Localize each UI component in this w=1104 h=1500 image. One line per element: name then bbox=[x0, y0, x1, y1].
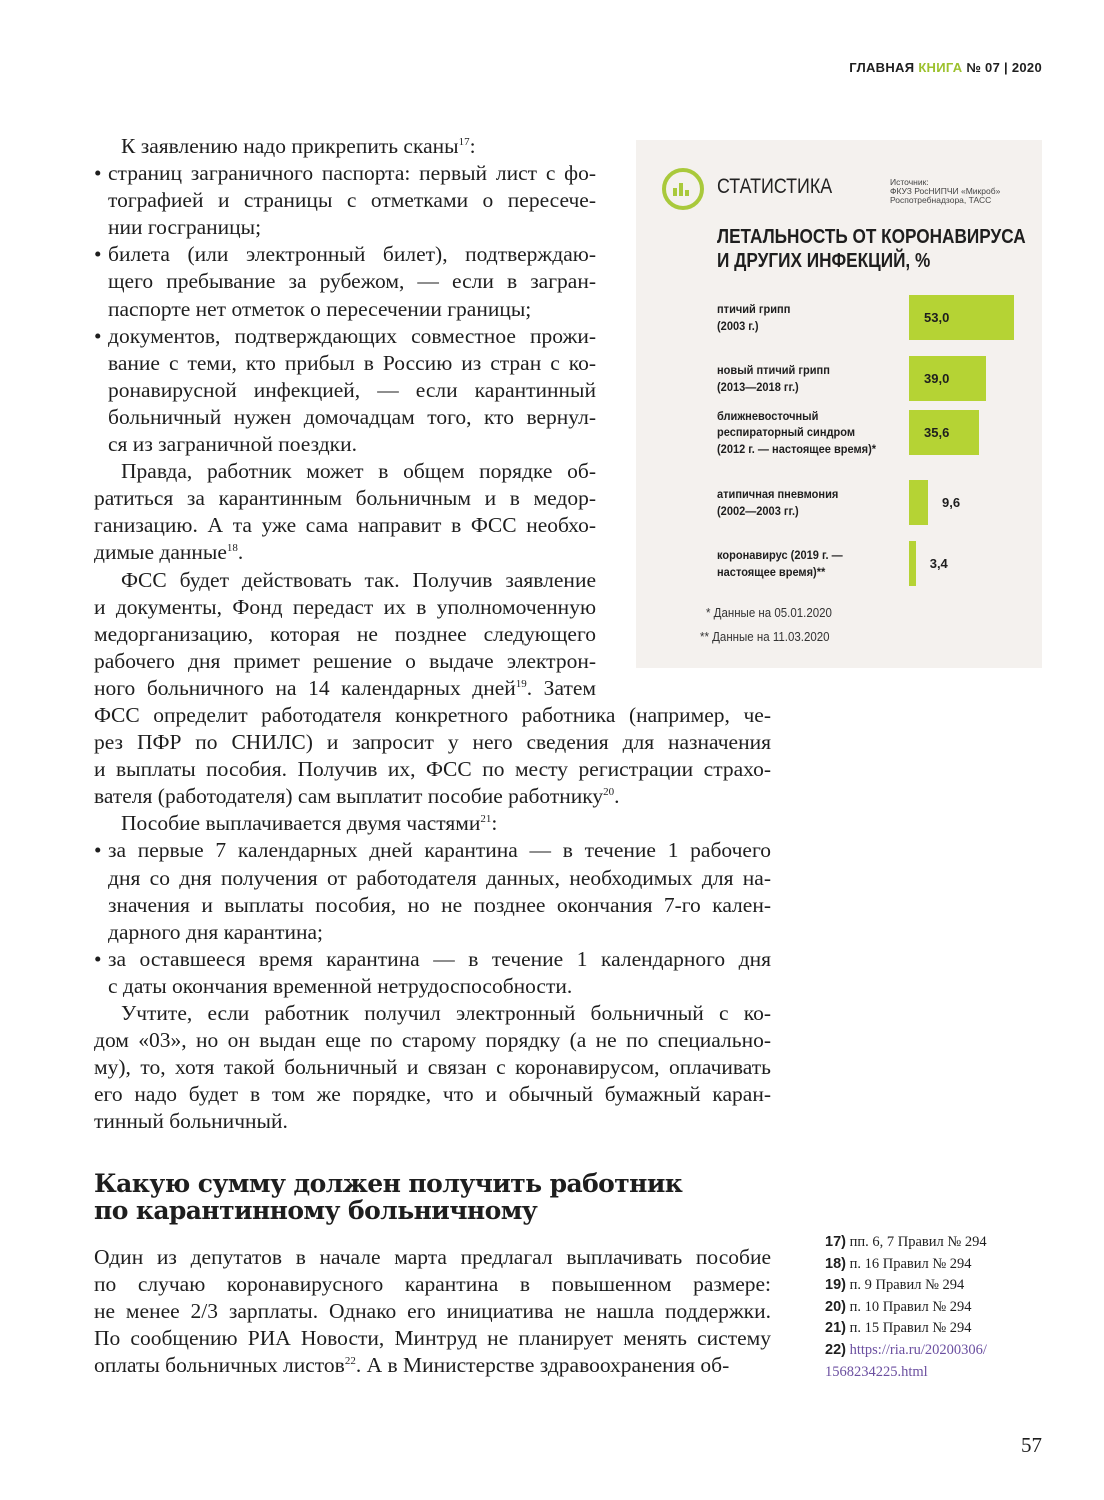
text-line: Один из депутатов в начале марта предлагал выплачивать пособие bbox=[94, 1245, 771, 1269]
text-line: его надо будет в том же порядке, что и обычный бумажный каран- bbox=[94, 1082, 771, 1107]
text-line: больничный нужен домочадцам того, кто вернул- bbox=[108, 404, 596, 429]
text-line: вателя (работодателя) сам выплатит пособие работнику$^{20}$. bbox=[94, 784, 620, 809]
footnote-ref[interactable]: 22 bbox=[344, 1355, 356, 1368]
text-line: значения и выплаты пособия, но не позднее окончания 7-го кален- bbox=[108, 892, 771, 917]
bullet-item: • страниц заграничного паспорта: первый лист с фо- bbox=[108, 160, 596, 187]
bar-value: 39,0 bbox=[924, 371, 950, 386]
running-header bbox=[849, 60, 1042, 75]
footnote-ref[interactable]: 21 bbox=[480, 813, 492, 826]
text-line: ганизацию. А та уже сама направит в ФСС необхо- bbox=[94, 513, 596, 538]
text-line: тографией и страницы с отметками о пересече- bbox=[108, 188, 596, 213]
issue-number: № 07 | 2020 bbox=[966, 60, 1042, 75]
text-line: рез ПФР по СНИЛС) и запросит у него сведения для назначения bbox=[94, 730, 771, 755]
bar-label: ближневосточный респираторный синдром (2012 г. — настоящее время)* bbox=[717, 408, 877, 456]
footnote-ref[interactable]: 20 bbox=[603, 786, 615, 799]
text-line: рабочего дня примет решение о выдаче электрон- bbox=[94, 648, 596, 673]
footnote bbox=[825, 1318, 987, 1340]
footnote-number: 20) bbox=[825, 1298, 846, 1315]
text-line: с даты окончания временной нетрудоспособности. bbox=[108, 973, 573, 998]
text-line: не менее 2/3 зарплаты. Однако его инициатива не нашла поддержки. bbox=[94, 1299, 771, 1324]
statistics-box bbox=[636, 140, 1042, 668]
footnote-number: 22) bbox=[825, 1341, 846, 1358]
footnote-number: 21) bbox=[825, 1320, 846, 1337]
text-line: дом «03», но он выдан еще по старому порядку (а не по специально- bbox=[94, 1028, 771, 1053]
text-line: К заявлению надо прикрепить сканы$^{17}$: bbox=[121, 134, 476, 158]
footnote-text: п. 15 Правил № 294 bbox=[849, 1320, 972, 1337]
footnote-number: 17) bbox=[825, 1234, 846, 1250]
footnote bbox=[825, 1232, 987, 1254]
bar-label: птичий грипп (2003 г.) bbox=[717, 302, 791, 333]
bar-label: коронавирус (2019 г. — настоящее время)** bbox=[717, 548, 843, 579]
footnote bbox=[825, 1275, 987, 1297]
text-line: дня со дня получения от работодателя данных, необходимых для на- bbox=[108, 865, 771, 890]
text-line: Учтите, если работник получил электронный больничный с ко- bbox=[121, 1001, 771, 1025]
text-line: и выплаты пособия. Получив их, ФСС по месту регистрации страхо- bbox=[94, 757, 771, 782]
text-line: ронавирусной инфекцией, — если карантинный bbox=[108, 377, 596, 402]
text-line: ного больничного на 14 календарных дней$^{19}$. Затем bbox=[94, 675, 596, 700]
footnote-text: п. 9 Правил № 294 bbox=[849, 1277, 965, 1294]
brand-main: ГЛАВНАЯ bbox=[849, 60, 915, 75]
footnote-ref[interactable]: 19 bbox=[515, 677, 527, 690]
bar bbox=[909, 480, 928, 525]
bar-label: атипичная пневмония (2002—2003 гг.) bbox=[717, 487, 839, 518]
footnote bbox=[825, 1254, 987, 1276]
text-line: нии госграницы; bbox=[108, 215, 262, 240]
footnote-number: 19) bbox=[825, 1277, 846, 1294]
heading-line: по карантинному больничному bbox=[94, 1196, 538, 1225]
bullet-item: • документов, подтверждающих совместное прожи- bbox=[108, 323, 596, 350]
text-line: по случаю коронавирусного карантина в повышенном размере: bbox=[94, 1272, 771, 1297]
source-link[interactable]: https://ria.ru/20200306/ 1568234225.html bbox=[825, 1341, 987, 1380]
footnote bbox=[825, 1340, 987, 1383]
text-line: медорганизацию, которая не позднее следующего bbox=[94, 621, 596, 646]
text-line: вание с теми, кто прибыл в Россию из стран с ко- bbox=[108, 350, 596, 375]
footnote-ref[interactable]: 17 bbox=[458, 136, 470, 148]
text-line: оплаты больничных листов$^{22}$. А в Министерстве здравоохранения об- bbox=[94, 1353, 730, 1378]
page-number: 57 bbox=[1021, 1433, 1042, 1457]
bullet-icon: • bbox=[94, 161, 102, 186]
heading-line: Какую сумму должен получить работник bbox=[94, 1169, 683, 1198]
bar-value: 9,6 bbox=[942, 495, 961, 510]
text-line: Пособие выплачивается двумя частями$^{21}$: bbox=[121, 811, 498, 836]
text-line: тинный больничный. bbox=[94, 1109, 288, 1134]
section-heading bbox=[94, 1170, 682, 1224]
bar-label: новый птичий грипп (2013—2018 гг.) bbox=[717, 363, 830, 394]
chart-note: ** Данные на 11.03.2020 bbox=[700, 630, 830, 644]
section-body bbox=[94, 1244, 771, 1379]
text-line: му), то, хотя такой больничный и связан с коронавирусом, оплачивать bbox=[94, 1055, 771, 1080]
brand-accent: КНИГА bbox=[918, 60, 963, 75]
text-line: Правда, работник может в общем порядке об- bbox=[121, 459, 596, 484]
bar-value: 3,4 bbox=[929, 556, 948, 571]
text-line: димые данные$^{18}$. bbox=[94, 540, 244, 565]
footnotes bbox=[825, 1232, 987, 1383]
footnote-number: 18) bbox=[825, 1255, 846, 1272]
footnote-text: пп. 6, 7 Правил № 294 bbox=[849, 1234, 987, 1250]
stats-label: СТАТИСТИКА bbox=[717, 175, 833, 198]
chart-title: ЛЕТАЛЬНОСТЬ ОТ КОРОНАВИРУСА И ДРУГИХ ИНФЕКЦИЙ, % bbox=[717, 226, 1026, 272]
text-line: ся из заграничной поездки. bbox=[108, 432, 357, 457]
chart-note: * Данные на 05.01.2020 bbox=[706, 606, 832, 620]
bullet-item: • за оставшееся время карантина — в течение 1 календарного дня bbox=[108, 946, 771, 973]
bullet-icon: • bbox=[94, 242, 102, 267]
bar bbox=[909, 541, 916, 586]
bar-value: 35,6 bbox=[924, 425, 950, 440]
footnote-ref[interactable]: 18 bbox=[226, 542, 238, 555]
bar-value: 53,0 bbox=[924, 310, 950, 325]
text-line: щего пребывание за рубежом, — если в загран- bbox=[108, 269, 596, 294]
text-line: ФСС определит работодателя конкретного работника (например, че- bbox=[94, 702, 771, 727]
text-line: дарного дня карантина; bbox=[108, 919, 323, 944]
bullet-icon: • bbox=[94, 946, 102, 971]
text-line: паспорте нет отметок о пересечении границы; bbox=[108, 296, 532, 321]
footnote bbox=[825, 1297, 987, 1319]
text-line: ФСС будет действовать так. Получив заявление bbox=[121, 567, 596, 592]
text-line: ратиться за карантинным больничным и в медор- bbox=[94, 486, 596, 511]
footnote-text: п. 10 Правил № 294 bbox=[849, 1298, 972, 1315]
bullet-item: • билета (или электронный билет), подтверждаю- bbox=[108, 241, 596, 268]
bullet-item: • за первые 7 календарных дней карантина — в течение 1 рабочего bbox=[108, 837, 771, 864]
bullet-icon: • bbox=[94, 838, 102, 863]
bullet-icon: • bbox=[94, 323, 102, 348]
footnote-text: п. 16 Правил № 294 bbox=[849, 1255, 972, 1272]
text-line: и документы, Фонд передаст их в уполномоченную bbox=[94, 594, 596, 619]
stats-source: Источник: ФКУЗ РосНИПЧИ «Микроб» Роспотребнадзора, ТАСС bbox=[890, 177, 1001, 205]
bar-chart-icon bbox=[662, 168, 704, 210]
text-line: По сообщению РИА Новости, Минтруд не планирует менять систему bbox=[94, 1326, 771, 1351]
